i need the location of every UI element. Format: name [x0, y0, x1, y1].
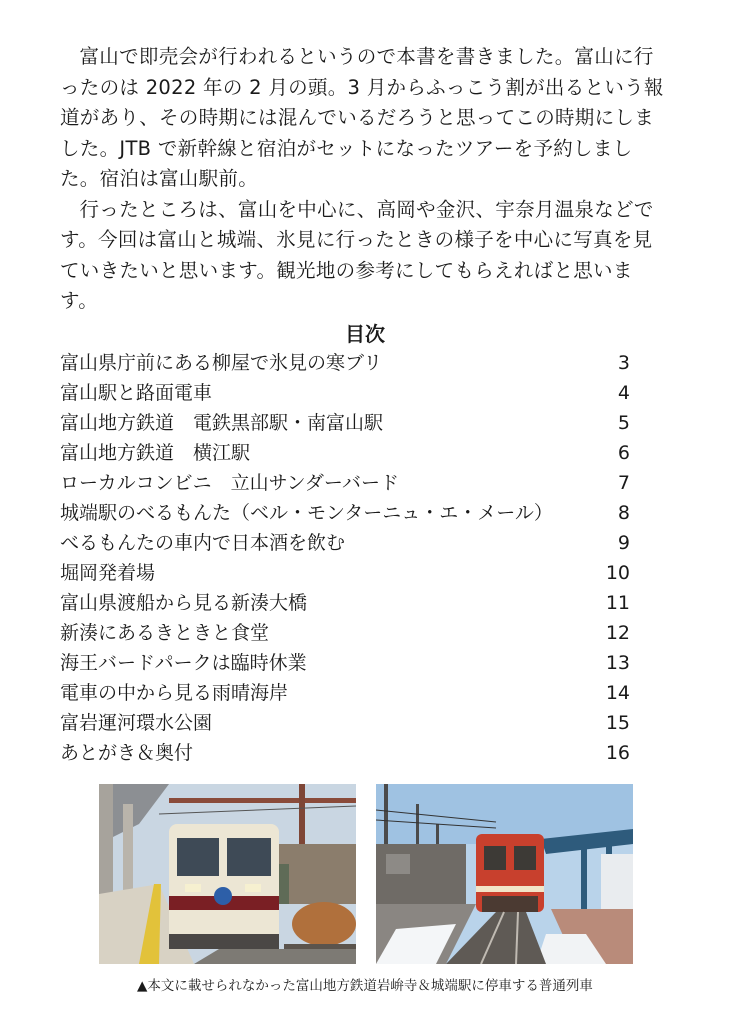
train-photo-johana [376, 784, 633, 964]
toc-item-page: 11 [605, 592, 630, 614]
toc-item-label: 富山県庁前にある柳屋で氷見の寒ブリ [60, 352, 383, 374]
toc-item-page: 12 [605, 622, 630, 644]
toc-item-label: 城端駅のべるもんた（ベル・モンターニュ・エ・メール） [60, 502, 553, 524]
toc-item [60, 378, 630, 408]
photo-caption: ▲本文に載せられなかった富山地方鉄道岩峅寺＆城端駅に停車する普通列車 [137, 978, 593, 994]
toc-item-page: 7 [617, 472, 630, 494]
toc-item-label: ローカルコンビニ 立山サンダーバード [60, 472, 399, 494]
toc-item-label: 堀岡発着場 [60, 562, 156, 584]
intro-paragraph-1: 富山で即売会が行われるというので本書を書きました。富山に行ったのは 2022 年の 2 月の頭。3 月からふっこう割が出るという報道があり、その時期には混んでいるだろうと思ってこの時期にしました。JTB で新幹線と宿泊がセットになったツアーを予約しました。宿泊は富山駅前。 [60, 45, 664, 190]
toc-item-label: あとがき＆奥付 [60, 742, 194, 764]
toc-item-label: 富岩運河環水公園 [60, 712, 213, 734]
toc-item-page: 10 [605, 562, 630, 584]
toc-item [60, 498, 630, 528]
intro-text [60, 42, 670, 317]
toc-item [60, 438, 630, 468]
toc-item-page: 3 [617, 352, 630, 374]
train-photo-iwakuraji [99, 784, 356, 964]
toc-item-label: 富山地方鉄道 電鉄黒部駅・南富山駅 [60, 412, 384, 434]
toc-item [60, 528, 630, 558]
toc-item-label: 海王バードパークは臨時休業 [60, 652, 307, 674]
toc-item [60, 558, 630, 588]
toc-item [60, 348, 630, 378]
toc-item [60, 588, 630, 618]
toc-item-label: 富山県渡船から見る新湊大橋 [60, 592, 308, 614]
toc-item-page: 4 [617, 382, 630, 404]
toc-item-page: 8 [617, 502, 630, 524]
toc-item-label: 新湊にあるきときと食堂 [60, 622, 270, 644]
toc-item [60, 408, 630, 438]
toc-item-page: 13 [605, 652, 630, 674]
toc-item-page: 6 [617, 442, 630, 464]
toc-item-page: 5 [617, 412, 630, 434]
intro-paragraph-2: 行ったところは、富山を中心に、高岡や金沢、宇奈月温泉などです。今回は富山と城端、氷見に行ったときの様子を中心に写真を見ていきたいと思います。観光地の参考にしてもらえればと思います。 [60, 197, 654, 312]
toc-title: 目次 [345, 322, 385, 346]
toc-item [60, 648, 630, 678]
toc-item [60, 738, 630, 768]
toc-item [60, 678, 630, 708]
toc-item-label: 富山駅と路面電車 [60, 382, 213, 404]
toc-item-label: べるもんたの車内で日本酒を飲む [60, 532, 346, 554]
toc-item-page: 15 [605, 712, 630, 734]
table-of-contents [60, 348, 630, 768]
toc-item [60, 708, 630, 738]
toc-item-label: 富山地方鉄道 横江駅 [60, 442, 251, 464]
toc-item [60, 468, 630, 498]
toc-item-page: 14 [605, 682, 630, 704]
toc-item-page: 16 [605, 742, 630, 764]
toc-item-page: 9 [617, 532, 630, 554]
toc-item-label: 電車の中から見る雨晴海岸 [60, 682, 289, 704]
toc-item [60, 618, 630, 648]
